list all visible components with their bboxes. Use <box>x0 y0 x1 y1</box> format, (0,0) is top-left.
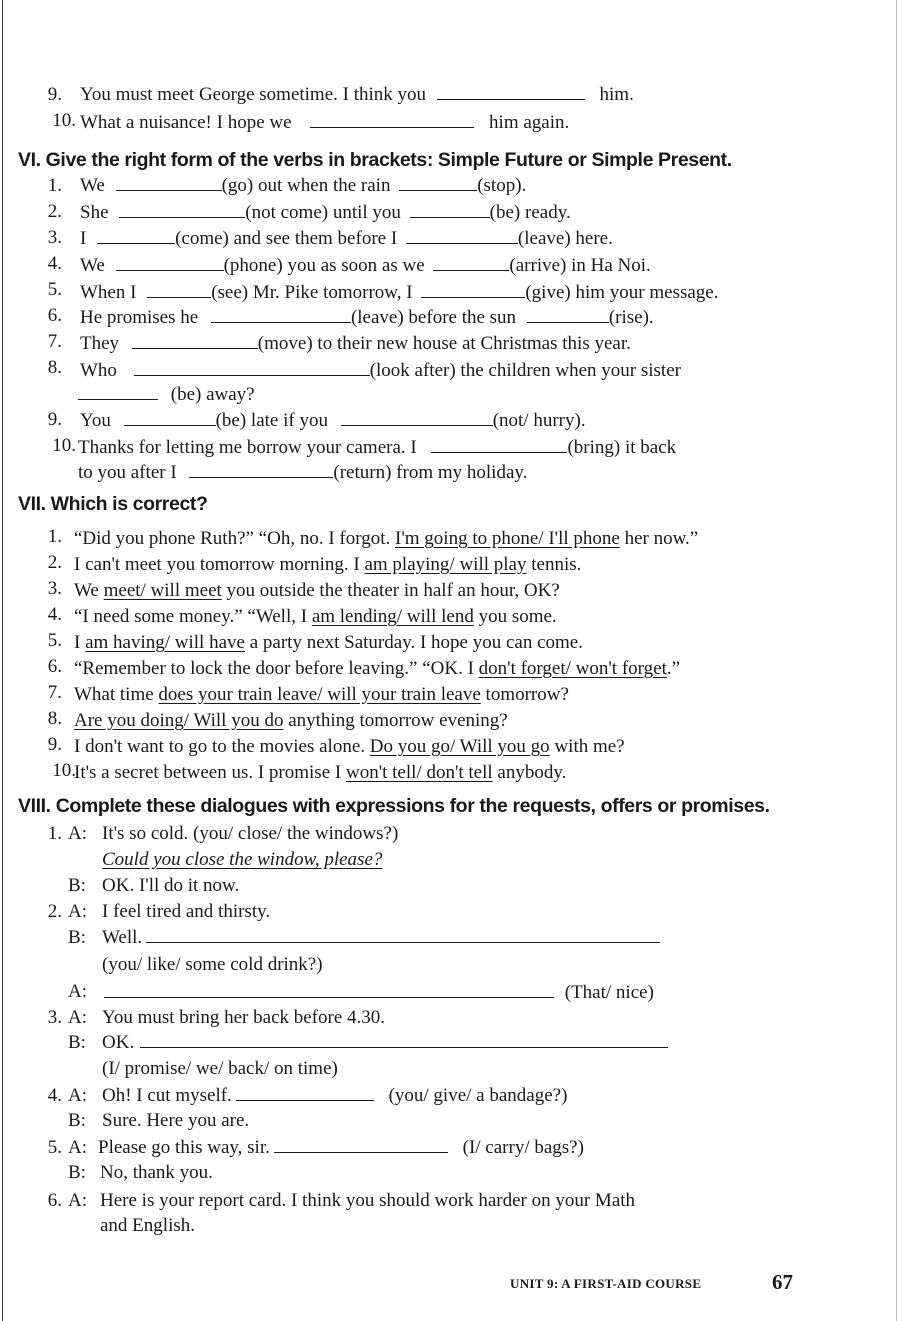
line-text: What time <box>74 684 154 705</box>
item-number: 7. <box>47 682 62 703</box>
item-number: 10. <box>52 110 76 131</box>
page-edge <box>2 0 3 1321</box>
answer-blank[interactable] <box>211 307 351 323</box>
exercise-line <box>80 410 586 432</box>
item-number: 9. <box>47 734 62 755</box>
item-number: 9. <box>47 84 62 105</box>
exercise-line <box>74 580 560 602</box>
exercise-line <box>80 282 718 304</box>
exercise-line <box>74 632 583 654</box>
line-text: (be) ready. <box>489 202 571 223</box>
speaker-label: A: <box>68 1190 87 1211</box>
line-text: I <box>80 228 87 249</box>
speaker-label: A: <box>68 981 87 1002</box>
line-text: (come) and see them before I <box>175 228 398 249</box>
dialogue-line <box>102 1085 567 1107</box>
answer-option[interactable]: Do you go/ Will you go <box>369 736 550 757</box>
footer-unit-title: UNIT 9: A FIRST-AID COURSE <box>510 1276 702 1291</box>
line-text: (phone) you as soon as we <box>223 255 425 276</box>
exercise-line <box>80 228 613 250</box>
answer-blank[interactable] <box>104 982 554 998</box>
line-text: We <box>80 255 105 276</box>
item-number: 6. <box>47 656 62 677</box>
item-number: 4. <box>47 604 62 625</box>
speaker-label: A: <box>68 1007 87 1028</box>
exercise-line <box>80 175 526 197</box>
answer-option[interactable]: won't tell/ don't tell <box>345 762 493 783</box>
answer-blank[interactable] <box>147 282 211 298</box>
exercise-line <box>74 528 698 550</box>
line-text: you outside the theater in half an hour, OK? <box>226 580 560 601</box>
line-text: What a nuisance! I hope we <box>80 112 292 133</box>
speaker-label: A: <box>68 901 87 922</box>
exercise-line <box>74 554 581 576</box>
dialogue-line: You must bring her back before 4.30. <box>102 1007 386 1028</box>
item-number: 9. <box>47 409 62 430</box>
answer-blank[interactable] <box>189 462 333 478</box>
item-number: 6. <box>47 305 62 326</box>
exercise-line <box>74 606 557 628</box>
answer-blank[interactable] <box>119 202 245 218</box>
cue-text: (you/ like/ some cold drink?) <box>102 954 323 975</box>
speaker-label: A: <box>68 1137 87 1158</box>
dialogue-line <box>102 927 660 949</box>
line-text: (leave) before the sun <box>350 307 517 328</box>
item-number: 5. <box>47 279 62 300</box>
dialogue-line: It's so cold. (you/ close/ the windows?) <box>102 823 399 844</box>
line-text: (be) late if you <box>215 410 328 431</box>
line-text: (give) him your message. <box>525 282 719 303</box>
item-number: 8. <box>47 708 62 729</box>
example-answer: Could you close the window, please? <box>102 849 383 870</box>
cue-text: (you/ give/ a bandage?) <box>388 1085 568 1106</box>
answer-option[interactable]: am playing/ will play <box>364 554 527 575</box>
line-text: It's a secret between us. I promise I <box>74 762 342 783</box>
line-text: I <box>74 632 81 653</box>
item-number: 1. <box>47 526 62 547</box>
dialogue-line: and English. <box>100 1215 195 1236</box>
dialogue-line <box>102 1032 668 1054</box>
line-text: Who <box>80 360 117 381</box>
speaker-label: A: <box>68 1085 87 1106</box>
section-heading-vii: VII. Which is correct? <box>18 493 208 515</box>
answer-blank[interactable] <box>431 437 567 453</box>
exercise-line <box>80 307 654 329</box>
answer-blank[interactable] <box>274 1137 448 1153</box>
line-text: OK. <box>102 1032 135 1053</box>
line-text: .” <box>666 658 681 679</box>
line-text: (stop). <box>477 175 527 196</box>
answer-option[interactable]: I'm going to phone/ I'll phone <box>395 528 620 549</box>
exercise-line <box>80 333 631 355</box>
item-number: 6. <box>47 1190 62 1211</box>
line-text: (move) to their new house at Christmas this year. <box>257 333 631 354</box>
line-text: Oh! I cut myself. <box>102 1085 232 1106</box>
line-text: (arrive) in Ha Noi. <box>509 255 651 276</box>
answer-blank[interactable] <box>310 112 474 128</box>
line-text: (not come) until you <box>245 202 401 223</box>
line-text: I don't want to go to the movies alone. <box>74 736 366 757</box>
answer-blank[interactable] <box>236 1085 374 1101</box>
item-number: 4. <box>47 1085 62 1106</box>
exercise-line-continued <box>78 384 255 406</box>
answer-blank[interactable] <box>406 228 518 244</box>
speaker-label: B: <box>68 875 86 896</box>
line-text: (see) Mr. Pike tomorrow, I <box>211 282 413 303</box>
answer-blank[interactable] <box>421 282 525 298</box>
answer-blank[interactable] <box>527 307 609 323</box>
answer-blank[interactable] <box>116 255 224 271</box>
exercise-line <box>80 360 681 382</box>
answer-blank[interactable] <box>116 175 222 191</box>
line-text: tennis. <box>531 554 582 575</box>
answer-option[interactable]: Are you doing/ Will you do <box>74 710 284 731</box>
exercise-line <box>80 112 569 134</box>
line-text: (be) away? <box>170 384 255 405</box>
line-text: a party next Saturday. I hope you can come. <box>249 632 583 653</box>
answer-blank[interactable] <box>97 228 175 244</box>
exercise-line <box>74 658 680 680</box>
exercise-line <box>74 762 566 784</box>
line-text: They <box>80 333 120 354</box>
section-heading-vi: VI. Give the right form of the verbs in brackets: Simple Future or Simple Present. <box>18 149 732 171</box>
section-heading-viii: VIII. Complete these dialogues with expressions for the requests, offers or promises. <box>18 795 770 817</box>
answer-blank[interactable] <box>437 84 585 100</box>
item-number: 8. <box>47 357 62 378</box>
answer-option[interactable]: don't forget/ won't forget <box>478 658 667 679</box>
line-text: We <box>80 175 105 196</box>
item-number: 1. <box>47 175 62 196</box>
line-text: “I need some money.” “Well, I <box>74 606 308 627</box>
item-number: 2. <box>47 901 62 922</box>
item-number: 5. <box>47 1137 62 1158</box>
line-text: (not/ hurry). <box>492 410 586 431</box>
exercise-line <box>80 202 571 224</box>
line-text: “Did you phone Ruth?” “Oh, no. I forgot. <box>74 528 391 549</box>
dialogue-line <box>104 982 654 1004</box>
line-text: You <box>80 410 111 431</box>
answer-blank[interactable] <box>134 360 370 376</box>
dialogue-line: Sure. Here you are. <box>102 1110 250 1131</box>
answer-blank[interactable] <box>78 384 158 400</box>
item-number: 3. <box>47 227 62 248</box>
line-text: (bring) it back <box>567 437 677 458</box>
exercise-line <box>74 684 569 706</box>
dialogue-line: Here is your report card. I think you should work harder on your Math <box>100 1190 636 1211</box>
line-text: (rise). <box>608 307 654 328</box>
answer-option[interactable]: am having/ will have <box>85 632 245 653</box>
answer-blank[interactable] <box>433 255 509 271</box>
line-text: you some. <box>478 606 557 627</box>
line-text: Well. <box>102 927 143 948</box>
line-text: anything tomorrow evening? <box>288 710 508 731</box>
item-number: 2. <box>47 201 62 222</box>
item-number: 4. <box>47 253 62 274</box>
item-number: 10. <box>52 435 76 456</box>
answer-blank[interactable] <box>410 202 490 218</box>
line-text: (That/ nice) <box>564 982 654 1003</box>
exercise-line <box>80 84 634 106</box>
line-text: him. <box>599 84 634 105</box>
line-text: She <box>80 202 109 223</box>
exercise-line-continued <box>78 462 527 484</box>
answer-blank[interactable] <box>132 333 258 349</box>
cue-text: (I/ promise/ we/ back/ on time) <box>102 1058 338 1079</box>
line-text: with me? <box>554 736 625 757</box>
item-number: 2. <box>47 552 62 573</box>
line-text: I can't meet you tomorrow morning. I <box>74 554 360 575</box>
answer-blank[interactable] <box>341 410 493 426</box>
line-text: tomorrow? <box>485 684 569 705</box>
speaker-label: B: <box>68 1110 86 1131</box>
item-number: 3. <box>47 1007 62 1028</box>
answer-blank[interactable] <box>124 410 216 426</box>
answer-blank[interactable] <box>140 1032 668 1048</box>
dialogue-line <box>98 1137 584 1159</box>
exercise-line <box>74 736 625 758</box>
dialogue-line: No, thank you. <box>100 1162 213 1183</box>
line-text: to you after I <box>78 462 177 483</box>
line-text: You must meet George sometime. I think you <box>80 84 427 105</box>
cue-text: (I/ carry/ bags?) <box>462 1137 584 1158</box>
line-text: (leave) here. <box>517 228 613 249</box>
item-number: 1. <box>47 823 62 844</box>
dialogue-line: I feel tired and thirsty. <box>102 901 271 922</box>
item-number: 3. <box>47 578 62 599</box>
answer-blank[interactable] <box>399 175 477 191</box>
answer-option[interactable]: meet/ will meet <box>103 580 222 601</box>
page-number: 67 <box>772 1270 793 1294</box>
line-text: her now.” <box>624 528 699 549</box>
item-number: 5. <box>47 630 62 651</box>
line-text: him again. <box>489 112 570 133</box>
line-text: “Remember to lock the door before leaving.” “OK. I <box>74 658 474 679</box>
item-number: 7. <box>47 331 62 352</box>
line-text: We <box>74 580 99 601</box>
speaker-label: A: <box>68 823 87 844</box>
item-number: 10. <box>52 760 76 781</box>
line-text: Thanks for letting me borrow your camera. I <box>78 437 417 458</box>
line-text: anybody. <box>497 762 567 783</box>
exercise-line <box>80 255 651 277</box>
exercise-line <box>78 437 676 459</box>
line-text: (look after) the children when your sister <box>369 360 681 381</box>
exercise-line <box>74 710 508 732</box>
line-text: (return) from my holiday. <box>333 462 528 483</box>
speaker-label: B: <box>68 927 86 948</box>
line-text: He promises he <box>80 307 199 328</box>
line-text: Please go this way, sir. <box>98 1137 270 1158</box>
line-text: (go) out when the rain <box>221 175 391 196</box>
answer-blank[interactable] <box>146 927 660 943</box>
line-text: When I <box>80 282 137 303</box>
answer-option[interactable]: does your train leave/ will your train leave <box>158 684 481 705</box>
answer-option[interactable]: am lending/ will lend <box>311 606 474 627</box>
dialogue-line: OK. I'll do it now. <box>102 875 240 896</box>
page-edge-right <box>896 0 897 1321</box>
speaker-label: B: <box>68 1032 86 1053</box>
speaker-label: B: <box>68 1162 86 1183</box>
